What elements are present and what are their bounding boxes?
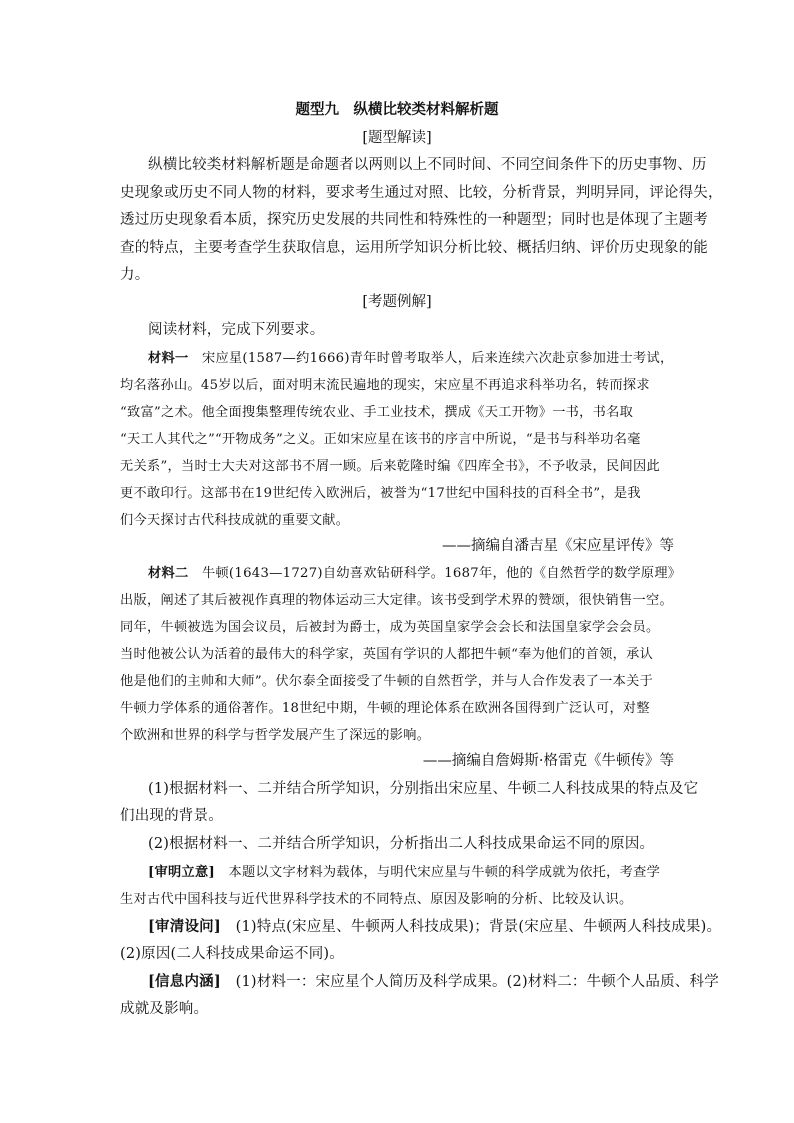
material2-label: 材料二: [148, 566, 189, 581]
material1-text: 宋应星(1587—约1666)青年时曾考取举人，后来连续六次赴京参加进士考试，: [188, 351, 674, 366]
material1-line: 们今天探讨古代科技成就的重要文献。: [120, 513, 350, 528]
info-text: (1)材料一：宋应星个人简历及科学成果。(2)材料二：牛顿个人品质、科学: [220, 974, 719, 990]
info-first-line: [148, 970, 719, 991]
info-line: 成就及影响。: [120, 1001, 209, 1017]
material2-line: 个欧洲和世界的科学与哲学发展产生了深远的影响。: [120, 728, 431, 743]
intro-line: 查的特点，主要考查学生获取信息，运用所学知识分析比较、概括归纳、评价历史现象的能: [120, 240, 708, 256]
question-hint-label: [审清设问]: [148, 918, 221, 935]
material1-line: 更不敢印行。这部书在19世纪传入欧洲后，被誉为“17世纪中国科技的百科全书”，是我: [120, 486, 641, 501]
material1-source: ——摘编自潘吉星《宋应星评传》等: [442, 538, 674, 554]
question-1-line: (1)根据材料一、二并结合所学知识，分别指出宋应星、牛顿二人科技成果的特点及它: [148, 781, 699, 797]
material1-line: “致富”之术。他全面搜集整理传统农业、手工业技术，撰成《天工开物》一书，书名取: [120, 405, 634, 420]
info-label: [信息内涵]: [148, 973, 221, 990]
intent-text: 本题以文字材料为载体，与明代宋应星与牛顿的科学成就为依托，考查学: [215, 865, 661, 880]
material2-line: 他是他们的主帅和大师”。伏尔泰全面接受了牛顿的自然哲学，并与人合作发表了一本关于: [120, 674, 654, 689]
section-heading-interpret: [题型解读]: [362, 130, 432, 146]
question-1-line: 们出现的背景。: [120, 808, 223, 824]
question-2: (2)根据材料一、二并结合所学知识，分析指出二人科技成果命运不同的原因。: [148, 836, 655, 852]
material1-label: 材料一: [148, 351, 189, 366]
material2-source: ——摘编自詹姆斯·格雷克《牛顿传》等: [422, 753, 674, 769]
page-title: 题型九 纵横比较类材料解析题: [295, 101, 499, 118]
material2-line: 牛顿力学体系的通俗著作。18世纪中期，牛顿的理论体系在欧洲各国得到广泛认可，对整: [120, 701, 650, 716]
material1-first-line: [148, 347, 674, 366]
material1-line: “天工人其代之”“开物成务”之义。正如宋应星在该书的序言中所说，“是书与科举功名毫: [120, 432, 641, 447]
question-hint-line: (2)原因(二人科技成果命运不同)。: [120, 946, 344, 962]
intro-line: 力。: [120, 267, 150, 283]
intent-line: 生对古代中国科技与近代世界科学技术的不同特点、原因及影响的分析、比较及认识。: [120, 892, 633, 907]
question-hint-text: (1)特点(宋应星、牛顿两人科技成果)；背景(宋应星、牛顿两人科技成果)。: [220, 919, 722, 935]
prompt-text: 阅读材料，完成下列要求。: [148, 322, 325, 338]
material1-line: 无关系”，当时士大夫对这部书不屑一顾。后来乾隆时编《四库全书》，不予收录，民间因此: [120, 459, 660, 474]
intent-label: [审明立意]: [148, 865, 216, 880]
section-heading-example: [考题例解]: [362, 294, 432, 310]
intent-first-line: [148, 861, 660, 880]
intro-line: 史现象或历史不同人物的材料，要求考生通过对照、比较，分析背景，判明异同，评论得失，: [120, 185, 723, 201]
intro-line: 透过历史现象看本质，探究历史发展的共同性和特殊性的一种题型；同时也是体现了主题考: [120, 212, 708, 228]
material1-line: 均名落孙山。45岁以后，面对明末流民遍地的现实，宋应星不再追求科举功名，转而探求: [120, 378, 650, 393]
material2-line: 同年，牛顿被选为国会议员，后被封为爵士，成为英国皇家学会会长和法国皇家学会会员。: [120, 620, 660, 635]
material2-line: 当时他被公认为活着的最伟大的科学家，英国有学识的人都把牛顿“奉为他们的首领，承认: [120, 647, 654, 662]
material2-text: 牛顿(1643—1727)自幼喜欢钻研科学。1687年，他的《自然哲学的数学原理》: [188, 566, 682, 581]
question-hint-first-line: [148, 915, 721, 936]
material2-first-line: [148, 562, 681, 581]
material2-line: 出版，阐述了其后被视作真理的物体运动三大定律。该书受到学术界的赞颂，很快销售一空。: [120, 593, 673, 608]
intro-line: 纵横比较类材料解析题是命题者以两则以上不同时间、不同空间条件下的历史事物、历: [148, 157, 707, 173]
